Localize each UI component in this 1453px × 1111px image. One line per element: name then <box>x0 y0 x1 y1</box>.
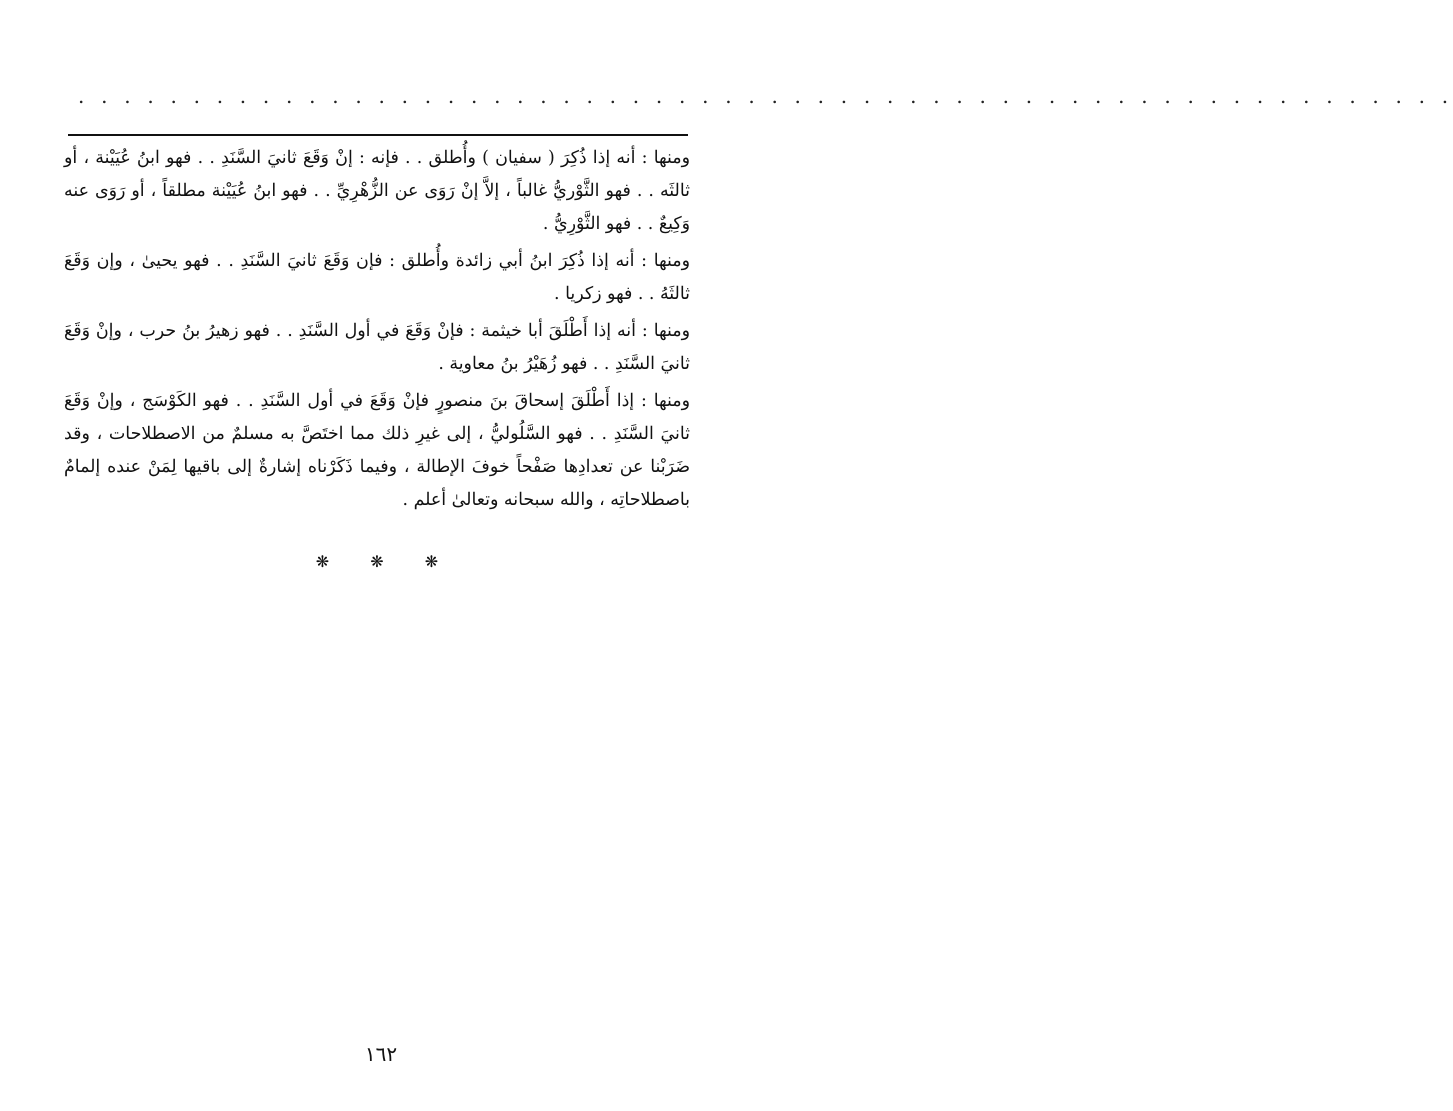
paragraph-ishaq-ibn-mansur: ومنها : إذا أَطْلَقَ إسحاقَ بنَ منصورٍ فإنْ وَقَعَ في أول السَّنَدِ . . فهو الكَوْسَج ، وإنْ وَقَعَ ثانيَ السَّنَدِ . . فهو السَّلُوليُّ ، إلى غيرِ ذلك مما اختَصَّ به مسلمٌ من الاصطلاحات ، وقد ضَرَبْنا عن تعدادِها صَفْحاً خوفَ الإطالة ، وفيما ذَكَرْناه إشارةٌ إلى باقيها لِمَنْ عنده إلمامٌ باصطلاحاتِه ، والله سبحانه وتعالىٰ أعلم . <box>64 391 690 510</box>
dotted-header-line: . . . . . . . . . . . . . . . . . . . . . . . . . . . . . . . . . . . . . . . . . . . . . . . . . . . . . . . . . . . . <box>78 84 1453 108</box>
star-ornament: ❋ <box>370 552 392 571</box>
paragraph-ibn-abi-zaida: ومنها : أنه إذا ذُكِرَ ابنُ أبي زائدة وأُطلق : فإن وَقَعَ ثانيَ السَّنَدِ . . فهو يحيىٰ ، وإن وَقَعَ ثالثَهُ . . فهو زكريا . <box>64 251 690 304</box>
section-separator <box>0 552 762 571</box>
star-ornament: ❋ <box>315 552 338 571</box>
paragraph-abu-khaythama: ومنها : أنه إذا أَطْلَقَ أبا خيثمة : فإنْ وَقَعَ في أول السَّنَدِ . . فهو زهيرُ بنُ حرب ، وإنْ وَقَعَ ثانيَ السَّنَدِ . . فهو زُهَيْرُ بنُ معاوية . <box>64 321 690 374</box>
paragraph-sufyan: ومنها : أنه إذا ذُكِرَ ( سفيان ) وأُطلق . . فإنه : إنْ وَقَعَ ثانيَ السَّنَدِ . . فهو ابنُ عُيَيْنة ، أو ثالثَه . . فهو الثَّوْريُّ غالباً ، إلاَّ إنْ رَوَى عن الزُّهْرِيِّ . . فهو ابنُ عُيَيْنة مطلقاً ، أو رَوَى عنه وَكِيعٌ . . فهو الثَّوْرِيُّ . <box>64 148 690 234</box>
horizontal-rule <box>68 134 688 136</box>
star-ornament: ❋ <box>424 552 447 571</box>
page-number: ١٦٢ <box>364 1042 398 1066</box>
main-text <box>64 142 690 521</box>
